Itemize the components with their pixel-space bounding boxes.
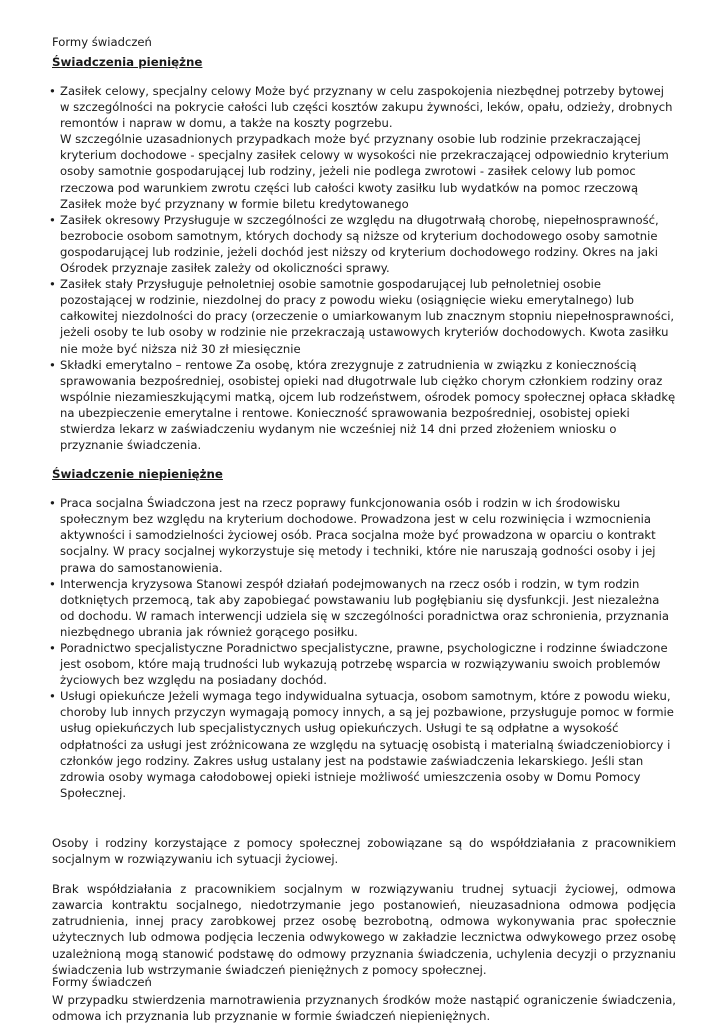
list-item-text: Poradnictwo specjalistyczne Poradnictwo specjalistyczne, prawne, psychologiczne i rodzinne świadczone jest osobom, które mają trudności lub wykazują potrzebę wsparcia w rozwiązywaniu swoich problemów życiowych bez względu na posiadany dochód.	[60, 641, 668, 688]
running-footer: Formy świadczeń	[52, 975, 152, 989]
paragraph-misuse-of-funds: W przypadku stwierdzenia marnotrawienia przyznanych środków może nastąpić ograniczenie świadczenia, odmowa ich przyznania lub przyznanie w formie świadczeń niepieniężnych.	[52, 992, 676, 1023]
list-item-text: Zasiłek okresowy Przysługuje w szczególności ze względu na długotrwałą chorobę, niepełnosprawność, bezrobocie osobom samotnym, których dochody są niższe od kryterium dochodowego osoby samotnie gospodarującej lub rodzinie, jeżeli dochód jest niższy od kryterium dochodowego rodziny. Okres na jaki Ośrodek przyznaje zasiłek zależy od okoliczności sprawy.	[60, 212, 659, 276]
running-header: Formy świadczeń	[52, 35, 152, 49]
list-item-text: Interwencja kryzysowa Stanowi zespół działań podejmowanych na rzecz osób i rodzin, w tym rodzin dotkniętych przemocą, tak aby zapobiegać powstawaniu lub pogłębianiu się dysfunkcji. Jest niezależna od dochodu. W ramach interwencji udziela się w szczególności poradnictwa oraz schronienia, przyznania niezbędnego ubrania jak również gorącego posiłku.	[60, 576, 669, 639]
list-item-extra-text: W szczególnie uzasadnionych przypadkach może być przyznany osobie lub rodzinie przekraczającej kryterium dochodowe - specjalny zasiłek celowy w wysokości nie przekraczającej odpowiednio kryterium osoby samotnie gospodarującej lub rodziny, jeżeli nie podlega zwrotowi - zasiłek celowy lub pomoc rzeczowa pod warunkiem zwrotu części lub całości kwoty zasiłku lub wydatków na pomoc rzeczową Zasiłek może być przyznany w formie biletu kredytowanego	[60, 132, 669, 211]
list-item	[52, 495, 676, 575]
list-item	[52, 83, 676, 212]
document-body	[52, 54, 676, 1024]
non-monetary-benefits-list	[52, 495, 676, 801]
monetary-benefits-list	[52, 83, 676, 453]
list-item-text: Praca socjalna Świadczona jest na rzecz poprawy funkcjonowania osób i rodzin w ich środowisku społecznym bez względu na kryterium dochodowe. Prowadzona jest w celu rozwinięcia i wzmocnienia aktywności i samodzielności życiowej osób. Praca socjalna może być prowadzona w oparciu o kontrakt socjalny. W pracy socjalnej wykorzystuje się metody i techniki, które nie naruszają godności osoby i jej prawa do samostanowienia.	[60, 496, 656, 575]
section-heading-non-monetary: Świadczenie niepieniężne	[52, 467, 223, 482]
list-item-text: Usługi opiekuńcze Jeżeli wymaga tego indywidualna sytuacja, osobom samotnym, które z powodu wieku, choroby lub innych przyczyn wymagają pomocy innych, a są jej pozbawione, przysługuje pomoc w formie usług opiekuńczych lub specjalistycznych usług opiekuńczych. Usługi te są odpłatne a wysokość odpłatności za usługi jest zróżnicowana ze względu na sytuację osobistą i materialną świadczeniobiorcy i członków jego rodziny. Zakres usług ustalany jest na podstawie zaświadczenia lekarskiego. Jeśli stan zdrowia osoby wymaga całodobowej opieki istnieje możliwość umieszczenia osoby w Domu Pomocy Społecznej.	[60, 689, 674, 800]
list-item	[52, 688, 676, 801]
list-item	[52, 212, 676, 276]
list-item-text: Składki emerytalno – rentowe Za osobę, która zrezygnuje z zatrudnienia w związku z koniecznością sprawowania bezpośredniej, osobistej opieki nad długotrwale lub ciężko chorym członkiem rodziny oraz wspólnie niezamieszkującymi matką, ojcem lub rodzeństwem, ośrodek pomocy społecznej opłaca składkę na ubezpieczenie emerytalne i rentowe. Konieczność sprawowania bezpośredniej, osobistej opieki stwierdza lekarz w zaświadczeniu wydanym nie wcześniej niż 14 dni przed złożeniem wniosku o przyznanie świadczenia.	[60, 357, 676, 453]
list-item-text: Zasiłek celowy, specjalny celowy Może być przyznany w celu zaspokojenia niezbędnej potrzeby bytowej w szczególności na pokrycie całości lub części kosztów zakupu żywności, leków, opału, odzieży, drobnych remontów i napraw w domu, a także na koszty pogrzebu.	[60, 84, 673, 131]
list-item-text: Zasiłek stały Przysługuje pełnoletniej osobie samotnie gospodarującej lub pełnoletniej osobie pozostającej w rodzinie, niezdolnej do pracy z powodu wieku (osiągnięcie wieku emerytalnego) lub całkowitej niezdolności do pracy (orzeczenie o umiarkowanym lub znacznym stopniu niepełnosprawności, jeżeli osoby te lub osoby w rodzinie nie przekraczają ustawowych kryteriów dochodowych. Kwota zasiłku nie może być niższa niż 30 zł miesięcznie	[60, 277, 675, 356]
list-item	[52, 357, 676, 454]
paragraph-refusal-consequences: Brak współdziałania z pracownikiem socjalnym w rozwiązywaniu trudnej sytuacji życiowej, odmowa zawarcia kontraktu socjalnego, niedotrzymanie jego postanowień, nieuzasadniona odmowa podjęcia zatrudnienia, innej pracy zarobkowej przez osobę bezrobotną, odmowa wykonywania prac społecznie użytecznych lub odmowa podjęcia leczenia odwykowego w zakładzie lecznictwa odwykowego przez osobę uzależnioną mogą stanowić podstawę do odmowy przyznania świadczenia, uchylenia decyzji o przyznaniu świadczenia lub wstrzymanie świadczeń pieniężnych z pomocy społecznej.	[52, 882, 676, 977]
list-item	[52, 640, 676, 688]
list-item	[52, 276, 676, 356]
section-heading-monetary: Świadczenia pieniężne	[52, 55, 203, 69]
paragraph-cooperation: Osoby i rodziny korzystające z pomocy społecznej zobowiązane są do współdziałania z pracownikiem socjalnym w rozwiązywaniu ich sytuacji życiowej.	[52, 835, 676, 867]
list-item	[52, 576, 676, 640]
